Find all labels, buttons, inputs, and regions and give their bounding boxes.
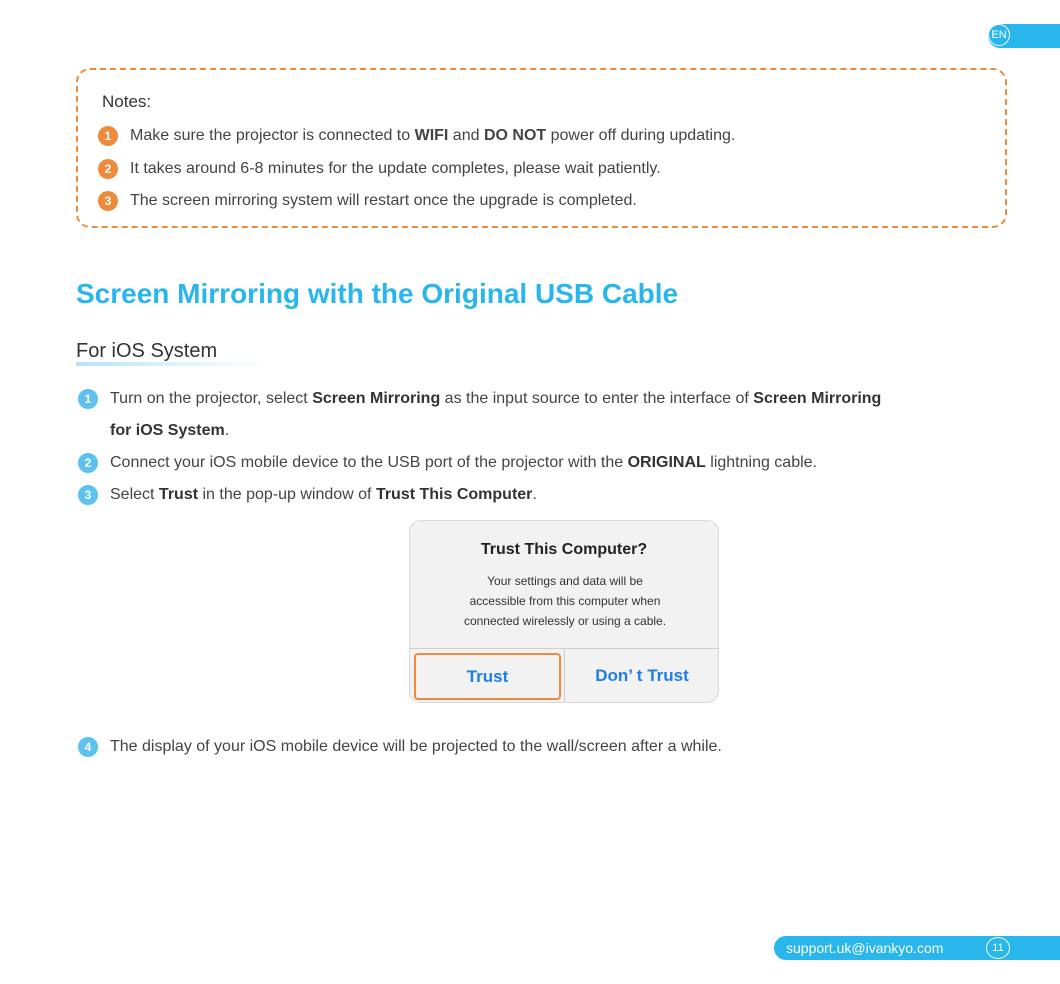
dialog-message: Your settings and data will be accessible from this computer when connected wirelessly or using a cable. (463, 574, 667, 628)
number-badge: 1 (78, 389, 98, 409)
trust-dialog (409, 520, 719, 703)
footer-tab (774, 936, 1060, 960)
notes-box (76, 68, 1007, 228)
section-title: Screen Mirroring with the Original USB Cable (76, 278, 679, 309)
support-email: support.uk@ivankyo.com (786, 940, 944, 956)
note-text: The screen mirroring system will restart once the upgrade is completed. (130, 192, 637, 209)
note-item-3 (98, 191, 637, 211)
dont-trust-button[interactable]: Don’ t Trust (595, 666, 689, 685)
trust-button[interactable]: Trust (414, 653, 561, 700)
page-number: 11 (986, 937, 1010, 959)
language-tab (988, 24, 1060, 48)
step-item-1 (78, 383, 1008, 447)
step-text: Connect your iOS mobile device to the USB port of the projector with the ORIGINAL lightning cable. (110, 454, 817, 471)
number-badge: 2 (78, 453, 98, 473)
number-badge: 2 (98, 159, 118, 179)
language-badge: EN (988, 24, 1010, 46)
number-badge: 4 (78, 737, 98, 757)
subtitle: For iOS System (76, 340, 257, 363)
step-item-3 (78, 479, 1008, 511)
notes-title: Notes: (102, 92, 152, 111)
number-badge: 3 (98, 191, 118, 211)
step-item-2 (78, 447, 1008, 479)
step-text: Turn on the projector, select Screen Mirroring as the input source to enter the interface of Screen Mirroring for iOS System. (110, 390, 882, 439)
note-item-1 (98, 126, 735, 146)
note-item-2 (98, 159, 661, 179)
step-item-4 (78, 731, 1008, 763)
number-badge: 3 (78, 485, 98, 505)
note-text: Make sure the projector is connected to WIFI and DO NOT power off during updating. (130, 127, 736, 144)
number-badge: 1 (98, 126, 118, 146)
step-text: The display of your iOS mobile device will be projected to the wall/screen after a while. (110, 738, 722, 755)
step-text: Select Trust in the pop-up window of Trust This Computer. (110, 486, 537, 503)
dialog-title: Trust This Computer? (480, 541, 648, 558)
note-text: It takes around 6-8 minutes for the update completes, please wait patiently. (130, 160, 661, 177)
